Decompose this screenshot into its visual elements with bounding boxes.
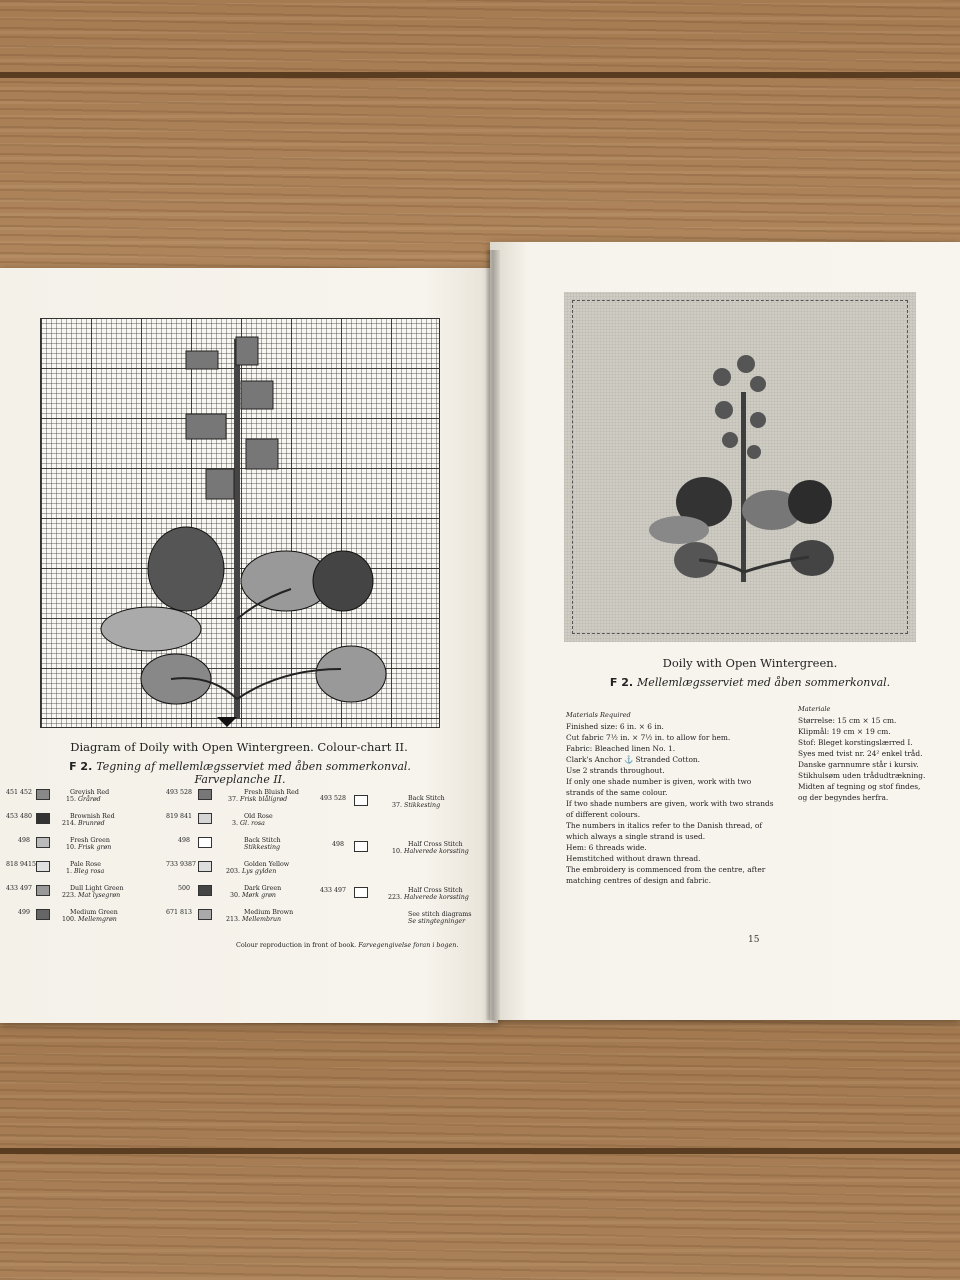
key-row: 493 528 Back Stitch 37. Stikkesting [320, 795, 445, 810]
materials-line: The numbers in italics refer to the Danish thread, of [566, 821, 763, 830]
key-row: 433 497 Half Cross Stitch 223. Halverede korssting [320, 887, 469, 902]
materiale-line: Stikhulsøm uden trådudtrækning. [798, 771, 926, 780]
materiale-line: og der begyndes herfra. [798, 793, 889, 802]
key-row: 733 9387 Golden Yellow 203. Lys gylden [166, 861, 290, 876]
materials-line: Finished size: 6 in. × 6 in. [566, 722, 664, 731]
materials-line: matching centres of design and fabric. [566, 876, 711, 885]
symbol-swatch [198, 909, 212, 920]
materiale-line: Danske garnnumre står i kursiv. [798, 760, 919, 769]
key-row: 493 528 Fresh Bluish Red 37. Frisk blålígrød [166, 789, 299, 804]
materiale-line: Klipmål: 19 cm × 19 cm. [798, 727, 891, 736]
materials-english [566, 710, 784, 886]
symbol-swatch [36, 789, 50, 800]
photo-title: Doily with Open Wintergreen. [662, 656, 838, 670]
chart-motif [41, 319, 439, 727]
key-row: 498 Fresh Green 10. Frisk grøn [17, 837, 112, 852]
symbol-swatch [198, 789, 212, 800]
key-row: 498 Back Stitch Stikkesting [177, 837, 281, 852]
symbol-swatch [198, 837, 212, 848]
figure-code: F 2. [609, 676, 634, 689]
symbol-swatch [36, 813, 50, 824]
symbol-swatch [36, 861, 50, 872]
key-row: 499 Medium Green 100. Mellemgrøn [17, 909, 118, 924]
board-gap [0, 72, 960, 78]
page-number: 15 [748, 935, 760, 945]
symbol-swatch [354, 795, 368, 806]
materials-line: Hemstitched without drawn thread. [566, 854, 701, 863]
symbol-swatch [198, 861, 212, 872]
key-row: 451 452 Greyish Red 15. Grårød [6, 789, 110, 804]
materials-line: The embroidery is commenced from the centre, after [566, 865, 766, 874]
materials-line: Cut fabric 7½ in. × 7½ in. to allow for hem. [566, 733, 731, 742]
symbol-swatch [198, 885, 212, 896]
materials-line: If two shade numbers are given, work with two strands [566, 799, 774, 808]
materiale-line: Stof: Bleget korstingslærred I. [798, 738, 913, 747]
materials-line: which always a single strand is used. [566, 832, 706, 841]
materials-line: Clark's Anchor ⚓ Stranded Cotton. [566, 755, 701, 764]
cross-stitch-chart [40, 318, 440, 728]
materiale-heading: Materiale [798, 705, 831, 713]
photo-subtitle [570, 676, 930, 689]
symbol-swatch [36, 909, 50, 920]
materials-danish [798, 704, 948, 803]
chart-subcaption [30, 760, 450, 786]
figure-code: F 2. [69, 760, 93, 773]
materials-heading: Materials Required [566, 711, 631, 719]
colour-key-column-1 [6, 789, 176, 929]
materials-line: Fabric: Bleached linen No. 1. [566, 744, 676, 753]
materials-line: strands of the same colour. [566, 788, 668, 797]
colour-key-column-2 [166, 789, 326, 929]
key-row: 498 Half Cross Stitch 10. Halverede korssting [331, 841, 469, 856]
materials-line: of different colours. [566, 810, 641, 819]
embroidery-motif [564, 292, 916, 642]
doily-photo [564, 292, 916, 642]
symbol-swatch [198, 813, 212, 824]
symbol-swatch [36, 837, 50, 848]
photo-subtitle-text: Mellemlægsserviet med åben sommerkonval. [637, 676, 891, 689]
symbol-swatch [354, 841, 368, 852]
materiale-line: Midten af tegning og stof findes, [798, 782, 921, 791]
board-gap [0, 1148, 960, 1154]
symbol-swatch [36, 885, 50, 896]
key-row: 500 Dark Green 30. Mørk grøn [177, 885, 282, 900]
materials-line: If only one shade number is given, work with two [566, 777, 752, 786]
chart-caption: Diagram of Doily with Open Wintergreen. Colour-chart II. [70, 740, 408, 754]
key-row: 671 813 Medium Brown 213. Mellembrun [166, 909, 294, 924]
materials-line: Use 2 strands throughout. [566, 766, 665, 775]
chart-subcaption-text: Tegning af mellemlægsserviet med åben sommerkonval. Farveplanche II. [96, 760, 411, 786]
materiale-line: Syes med tvist nr. 24² enkel tråd. [798, 749, 923, 758]
key-row: 433 497 Dull Light Green 223. Mat lysegrøn [6, 885, 124, 900]
materials-line: Hem: 6 threads wide. [566, 843, 647, 852]
symbol-swatch [354, 887, 368, 898]
key-row: 453 480 Brownish Red 214. Brunrød [6, 813, 115, 828]
colour-reproduction-note: Colour reproduction in front of book. Farvegengivelse foran i bogen. [236, 941, 459, 949]
key-row: 818 9415 Pale Rose 1. Bleg rosa [6, 861, 105, 876]
book-spine [486, 250, 500, 1020]
key-row: 819 841 Old Rose 3. Gl. rosa [166, 813, 273, 828]
materiale-line: Størrelse: 15 cm × 15 cm. [798, 716, 897, 725]
colour-key-column-3: 493 528 Back Stitch 37. Stikkesting 498 Half Cross Stitch 10. Halverede korssting 433 497 Half Cross Stitch 223. Halverede korssting See stitch diagrams Se stingtegninger [320, 795, 472, 926]
